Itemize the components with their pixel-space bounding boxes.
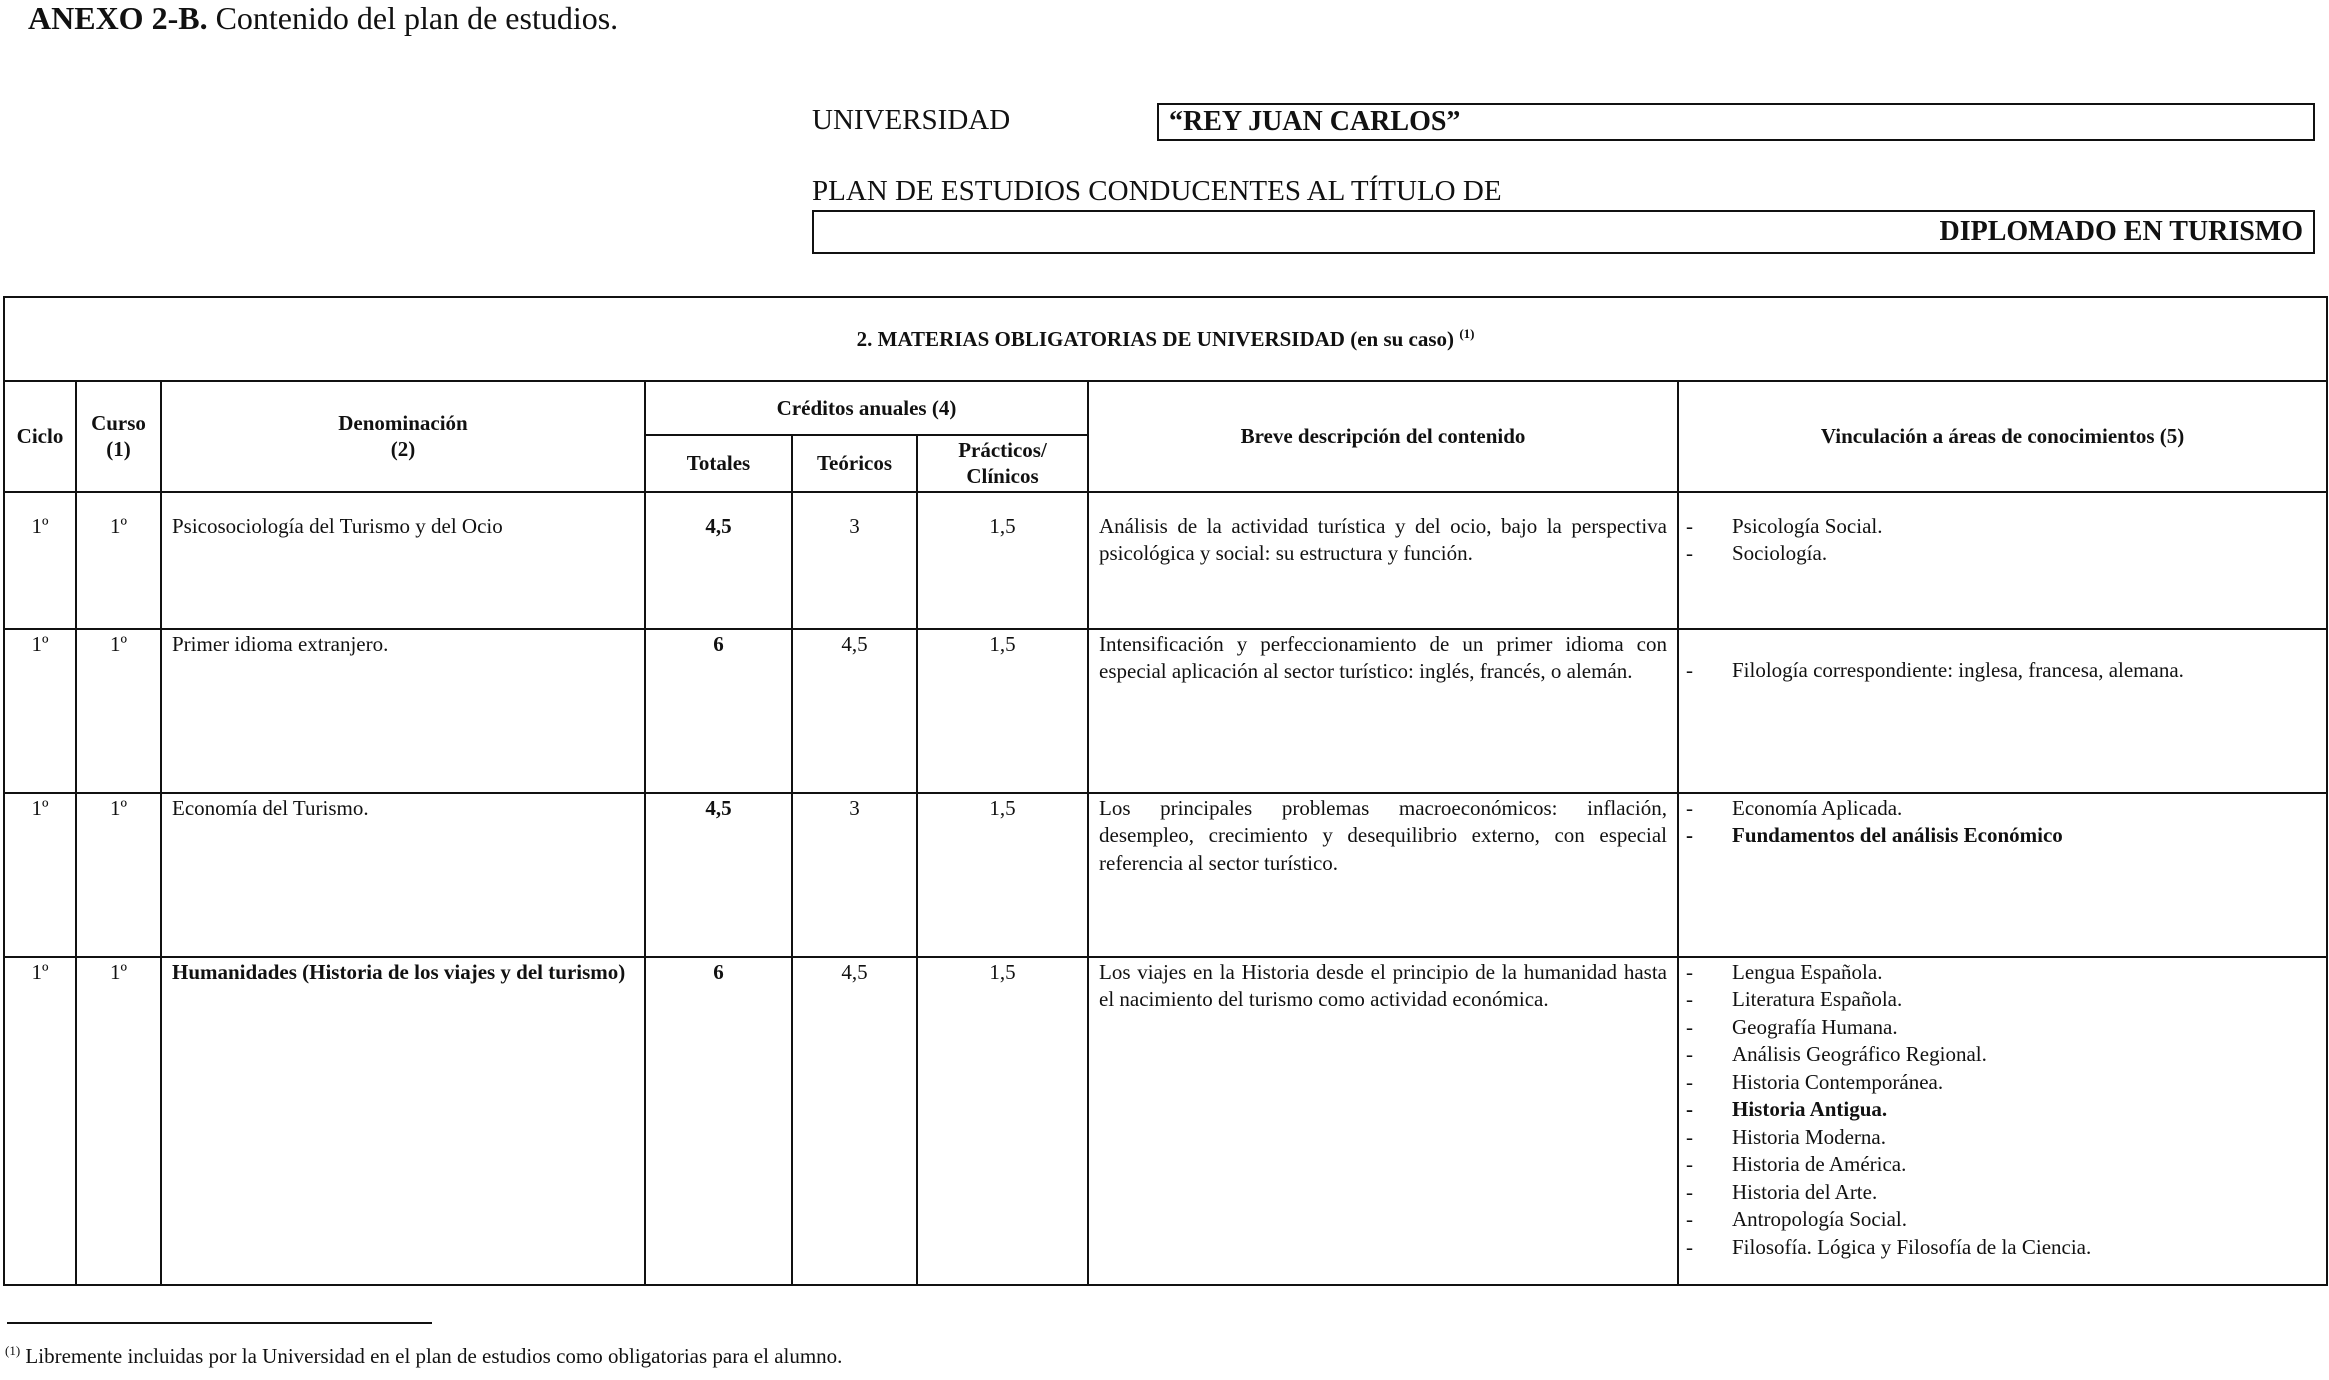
list-item: - Fundamentos del análisis Económico [1680,822,2325,850]
header-ciclo: Ciclo [4,381,76,492]
footnote-divider [7,1322,432,1324]
cell-denominacion: Psicosociología del Turismo y del Ocio [161,492,645,629]
area-list [1680,795,2325,850]
cell-practicos: 1,5 [917,629,1088,793]
annex-text: Contenido del plan de estudios. [215,0,619,36]
list-item: - Lengua Española. [1680,959,2325,987]
header-curso [76,381,161,492]
cell-teoricos: 4,5 [792,629,917,793]
cell-areas [1678,629,2327,793]
list-item: - Historia Antigua. [1680,1096,2325,1124]
list-item: - Historia Moderna. [1680,1124,2325,1152]
cell-areas [1678,492,2327,629]
header-curso-label: Curso [91,411,146,435]
cell-areas [1678,793,2327,957]
list-item: - Filología correspondiente: inglesa, francesa, alemana. [1680,657,2325,685]
table-row [4,957,2327,1286]
cell-totales: 6 [645,629,792,793]
footnote-marker: (1) [5,1343,21,1358]
table-row [4,492,2327,629]
header-vinculacion: Vinculación a áreas de conocimientos (5) [1678,381,2327,492]
header-practicos-line1: Prácticos/ [958,438,1047,462]
table-row [4,793,2327,957]
cell-totales: 6 [645,957,792,1286]
cell-denominacion: Humanidades (Historia de los viajes y del turismo) [161,957,645,1286]
area-list [1680,657,2325,685]
annex-label: ANEXO 2-B. [28,0,208,36]
footnote-text: Libremente incluidas por la Universidad en el plan de estudios como obligatorias para el alumno. [25,1344,843,1368]
annex-heading [28,0,618,37]
table-title-text: 2. MATERIAS OBLIGATORIAS DE UNIVERSIDAD (en su caso) [856,326,1455,351]
cell-curso: 1º [76,629,161,793]
header-descripcion: Breve descripción del contenido [1088,381,1678,492]
list-item: - Antropología Social. [1680,1206,2325,1234]
cell-areas [1678,957,2327,1286]
cell-denominacion: Economía del Turismo. [161,793,645,957]
list-item: - Literatura Española. [1680,986,2325,1014]
list-item: - Psicología Social. [1680,513,2325,541]
cell-descripcion: Intensificación y perfeccionamiento de un primer idioma con especial aplicación al sector turístico: inglés, francés, o alemán. [1088,629,1678,793]
cell-denominacion: Primer idioma extranjero. [161,629,645,793]
cell-ciclo: 1º [4,957,76,1286]
list-item: - Historia Contemporánea. [1680,1069,2325,1097]
cell-descripcion: Análisis de la actividad turística y del ocio, bajo la perspectiva psicológica y social: su estructura y función. [1088,492,1678,629]
list-item: - Historia de América. [1680,1151,2325,1179]
cell-teoricos: 3 [792,492,917,629]
cell-teoricos: 3 [792,793,917,957]
area-list [1680,959,2325,1262]
table-row [4,629,2327,793]
list-item: - Análisis Geográfico Regional. [1680,1041,2325,1069]
cell-ciclo: 1º [4,629,76,793]
cell-totales: 4,5 [645,793,792,957]
header-teoricos: Teóricos [792,435,917,492]
list-item: - Economía Aplicada. [1680,795,2325,823]
cell-curso: 1º [76,793,161,957]
cell-ciclo: 1º [4,492,76,629]
subjects-table [3,296,2328,1286]
header-denominacion-note: (2) [390,437,416,462]
university-label: UNIVERSIDAD [812,104,1011,136]
cell-practicos: 1,5 [917,957,1088,1286]
list-item: - Sociología. [1680,540,2325,568]
cell-teoricos: 4,5 [792,957,917,1286]
cell-ciclo: 1º [4,793,76,957]
cell-practicos: 1,5 [917,793,1088,957]
cell-practicos: 1,5 [917,492,1088,629]
cell-curso: 1º [76,957,161,1286]
degree-box [812,210,2315,254]
header-totales: Totales [645,435,792,492]
header-creditos: Créditos anuales (4) [645,381,1088,435]
header-denominacion [161,381,645,492]
header-practicos [917,435,1088,492]
cell-curso: 1º [76,492,161,629]
cell-descripcion: Los viajes en la Historia desde el principio de la humanidad hasta el nacimiento del turismo como actividad económica. [1088,957,1678,1286]
header-denominacion-label: Denominación [338,411,468,435]
cell-totales: 4,5 [645,492,792,629]
area-list [1680,513,2325,568]
list-item: - Historia del Arte. [1680,1179,2325,1207]
university-box [1157,103,2315,141]
university-value: “REY JUAN CARLOS” [1169,106,1461,137]
table-title [4,297,2327,381]
degree-value: DIPLOMADO EN TURISMO [1939,216,2303,247]
list-item: - Geografía Humana. [1680,1014,2325,1042]
cell-descripcion: Los principales problemas macroeconómicos: inflación, desempleo, crecimiento y desequilibrio externo, con especial referencia al sector turístico. [1088,793,1678,957]
table-title-note: (1) [1459,325,1475,341]
header-curso-note: (1) [106,437,131,462]
header-practicos-line2: Clínicos [966,464,1039,489]
footnote [5,1343,842,1369]
plan-label: PLAN DE ESTUDIOS CONDUCENTES AL TÍTULO DE [812,175,1502,207]
list-item: - Filosofía. Lógica y Filosofía de la Ciencia. [1680,1234,2325,1262]
